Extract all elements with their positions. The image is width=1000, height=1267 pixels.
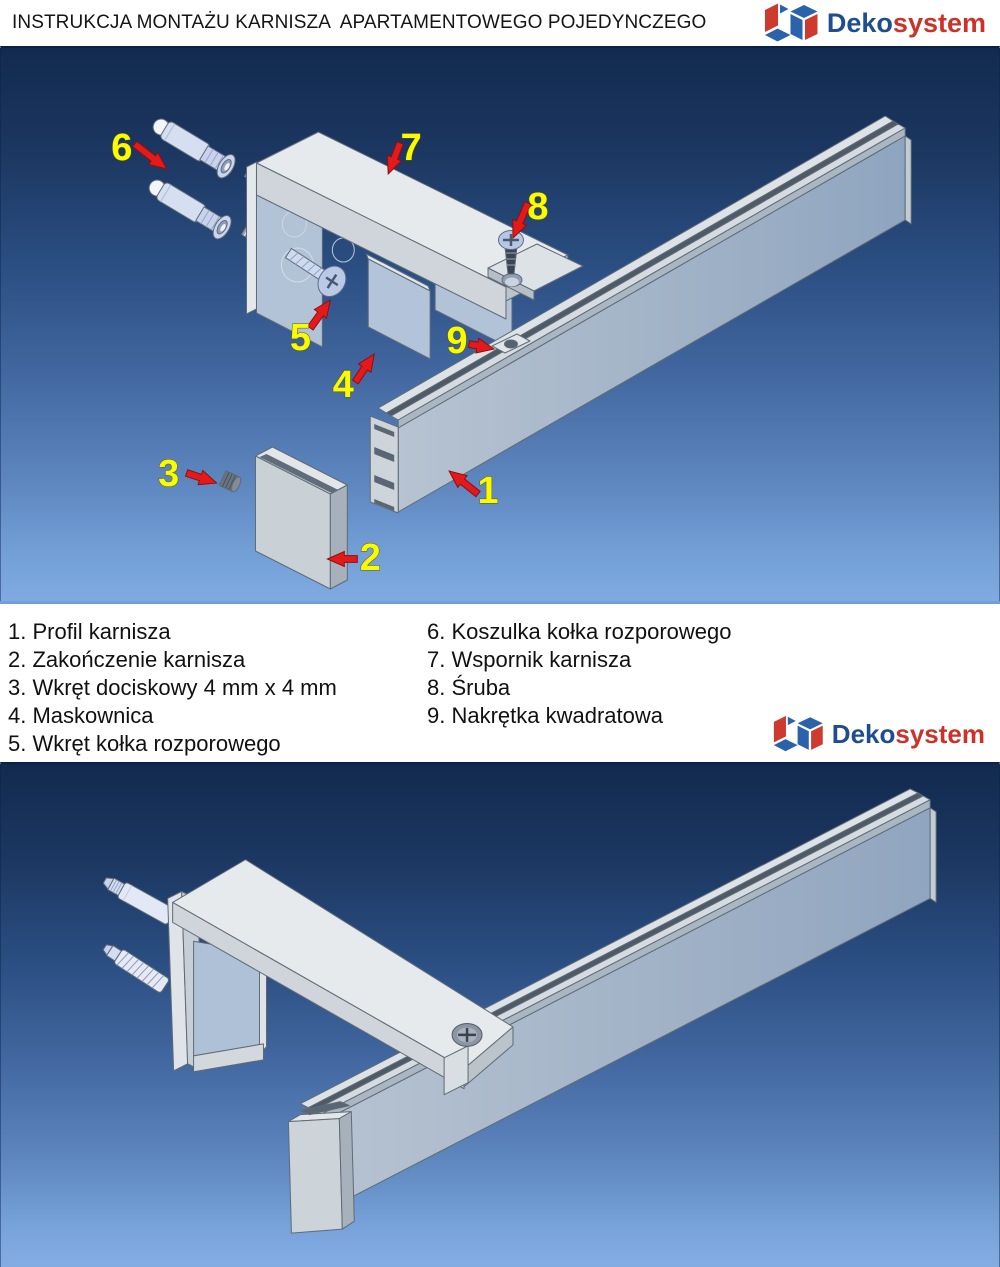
part-item-2: 2. Zakończenie karnisza (8, 647, 246, 672)
wall-plug-2 (100, 940, 170, 993)
callout-label-3: 3 (158, 452, 180, 496)
end-cap-assembled (288, 1102, 354, 1233)
callout-label-4: 4 (332, 363, 354, 407)
dekosystem-logo-icon (772, 714, 826, 754)
callout-arrow-1 (449, 471, 480, 497)
dekosystem-logo-icon (763, 2, 821, 44)
part-item-9: 9. Nakrętka kwadratowa (427, 703, 663, 728)
callout-label-8: 8 (527, 185, 549, 229)
exploded-view-svg (1, 48, 999, 601)
page-title: INSTRUKCJA MONTAŻU KARNISZA APARTAMENTOWEGO POJEDYNCZEGO (12, 12, 707, 33)
parts-list-left (8, 618, 337, 758)
header (0, 0, 1000, 46)
brand-word-system: system (895, 719, 985, 749)
callout-label-1: 1 (477, 469, 499, 513)
anchor-sleeve-2 (144, 173, 235, 242)
brand-word-system: system (892, 7, 986, 38)
exploded-view-diagram (0, 46, 1000, 604)
brand-word-deko: Deko (826, 7, 893, 38)
part-item-7: 7. Wspornik karnisza (427, 647, 632, 672)
brand-logo (763, 2, 986, 44)
part-item-3: 3. Wkręt dociskowy 4 mm x 4 mm (8, 675, 337, 700)
part-item-8: 8. Śruba (427, 675, 511, 700)
part-item-1: 1. Profil karnisza (8, 619, 171, 644)
callout-label-2: 2 (359, 536, 381, 580)
end-cap (255, 447, 347, 589)
callout-label-9: 9 (446, 319, 468, 363)
assembled-view-svg (1, 764, 999, 1267)
callout-label-6: 6 (111, 126, 133, 170)
brand-logo-text (826, 7, 986, 38)
parts-list-section (0, 604, 1000, 762)
callout-arrow-4 (352, 354, 374, 384)
callout-arrow-6 (133, 141, 167, 169)
callout-label-7: 7 (400, 126, 422, 170)
brand-logo-secondary (772, 714, 985, 754)
brand-logo-text (832, 721, 985, 747)
callout-arrow-3 (186, 470, 217, 485)
callout-label-5: 5 (289, 316, 311, 360)
wall-plug-1 (100, 873, 175, 925)
part-item-6: 6. Koszulka kołka rozporowego (427, 619, 732, 644)
part-item-4: 4. Maskownica (8, 703, 154, 728)
parts-list-right (427, 618, 732, 730)
brand-word-deko: Deko (831, 719, 896, 749)
part-item-5: 5. Wkręt kołka rozporowego (8, 731, 281, 756)
anchor-sleeve-1 (148, 112, 239, 181)
set-screw (219, 471, 242, 493)
screw-head-assembled (452, 1023, 482, 1046)
assembled-view-diagram (0, 762, 1000, 1267)
